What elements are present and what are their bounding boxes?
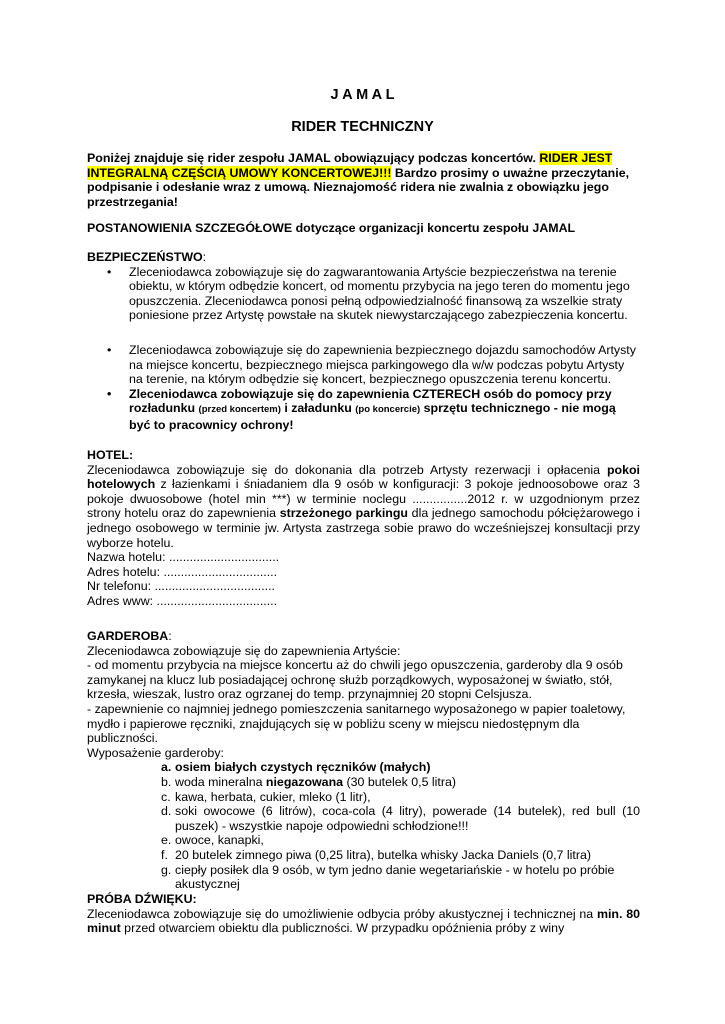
proba-text: przed otwarciem obiektu dla publiczności. W przypadku opóźnienia próby z winy <box>120 921 565 936</box>
list-item-text: Zleceniodawca zobowiązuje się do zapewnienia CZTERECH osób do pomocy przy rozładunku <box>129 386 612 416</box>
garderoba-line: - zapewnienie co najmniej jednego pomieszczenia sanitarnego wyposażonego w papier toaletowy, mydło i papierowe ręczniki, znajdujących się w pobliżu sceny w miejscu niedostępnym dla publiczności. <box>87 701 626 746</box>
list-letter: e. <box>161 833 172 848</box>
list-letter: b. <box>161 774 172 789</box>
garderoba-heading: GARDEROBA <box>87 629 169 643</box>
list-item <box>87 760 640 775</box>
proba-text: Zleceniodawca zobowiązuje się do umożliwienie odbycia próby akustycznej i technicznej na <box>87 906 597 921</box>
list-item-bold: niegazowana <box>265 774 344 789</box>
heading-colon: : <box>168 629 172 643</box>
list-item-text: kawa, herbata, cukier, mleko (1 litr), <box>175 789 371 804</box>
hotel-text-bold: pokoi hotelowych <box>87 462 640 492</box>
list-item-text: woda mineralna <box>175 774 266 789</box>
postanowienia-heading: POSTANOWIENIA SZCZEGÓŁOWE dotyczące organizacji koncertu zespołu JAMAL <box>87 221 576 235</box>
garderoba-line: - od momentu przybycia na miejsce koncertu aż do chwili jego opuszczenia, garderoby dla 9 osób zamykanej na klucz lub posiadającej ochronę służb porządkowych, wyposażonej w światło, stół, krzesła, wieszak, lustro oraz ogrzanej do temp. przynajmniej 20 stopni Celsjusza. <box>87 658 623 702</box>
document-title: RIDER TECHNICZNY <box>291 119 434 135</box>
list-letter: a. <box>161 760 172 775</box>
hotel-field-address: Adres hotelu: ................................. <box>87 564 278 579</box>
list-letter: g. <box>161 862 172 877</box>
list-item-text: osiem białych czystych ręczników (małych) <box>175 760 431 775</box>
hotel-field-www: Adres www: ................................... <box>87 593 278 608</box>
hotel-heading: HOTEL: <box>87 448 134 462</box>
list-item <box>87 775 640 790</box>
hotel-text-bold: strzeżonego parkingu <box>279 506 408 521</box>
hotel-text: z łazienkami i śniadaniem dla 9 osób w konfiguracji: 3 pokoje jednoosobowe oraz 3 pokoje dwuosobowe (hotel min ***) w terminie noclegu ................2012 r. w uzgodnionym przez strony hotelu oraz do zapewnienia <box>87 477 640 521</box>
hotel-text: Zleceniodawca zobowiązuje się do dokonania dla potrzeb Artysty rezerwacji i opłacenia <box>87 462 607 477</box>
bezpieczenstwo-heading: BEZPIECZEŃSTWO <box>87 250 203 264</box>
list-letter: d. <box>161 804 172 819</box>
list-item <box>87 804 640 833</box>
proba-heading: PRÓBA DŹWIĘKU: <box>87 892 197 906</box>
list-item <box>87 863 640 892</box>
hotel-text: dla jednego samochodu półciężarowego i jednego osobowego w terminie jw. Artysta zastrzega sobie prawo do wcześniejszej konsultacji przy wyborze hotelu. <box>87 506 640 550</box>
list-item-text: Zleceniodawca zobowiązuje się do zagwarantowania Artyście bezpieczeństwa na terenie obiektu, w którym odbędzie koncert, od momentu przybycia na jego teren do momentu jego opuszczenia. Zleceniodawca ponosi pełną odpowiedzialność finansową za wszelkie straty poniesione przez Artystę powstałe na skutek niewystarczającego zabezpieczenia koncertu. <box>129 264 630 323</box>
garderoba-line: Zleceniodawca zobowiązuje się do zapewnienia Artyście: <box>87 643 401 658</box>
list-item <box>87 387 640 433</box>
list-item-text: Zleceniodawca zobowiązuje się do zapewnienia bezpiecznego dojazdu samochodów Artysty na miejsce koncertu, bezpiecznego miejsca parkingowego dla w/w podczas pobytu Artysty na terenie, na którym odbędzie się koncert, bezpiecznego opuszczenia terenu koncertu. <box>129 342 636 387</box>
list-item-note: (po koncercie) <box>355 404 421 416</box>
list-item-note: (przed koncertem) <box>198 404 281 416</box>
intro-paragraph <box>87 151 640 209</box>
garderoba-section <box>87 629 640 892</box>
heading-colon: : <box>202 250 207 264</box>
list-item-text: soki owocowe (6 litrów), coca-cola (4 litry), powerade (14 butelek), red bull (10 puszek) - wszystkie napoje odpowiedni schłodzione!!! <box>175 804 640 833</box>
list-item <box>87 265 640 323</box>
list-item <box>87 790 640 805</box>
band-name: J A M A L <box>330 87 395 103</box>
list-item-text: 20 butelek zimnego piwa (0,25 litra), butelka whisky Jacka Daniels (0,7 litra) <box>175 847 591 862</box>
list-item <box>87 833 640 848</box>
hotel-field-name: Nazwa hotelu: ................................ <box>87 550 280 565</box>
intro-text-2: Bardzo prosimy o uważne przeczytanie, podpisanie i odesłanie wraz z umową. Nieznajomość ridera nie zwalnia z obowiązku jego przestrzegania! <box>87 165 630 209</box>
list-item <box>87 848 640 863</box>
list-item-text: ciepły posiłek dla 9 osób, w tym jedno danie wegetariańskie - w hotelu po próbie akustycznej <box>175 862 615 892</box>
bezpieczenstwo-section <box>87 250 640 433</box>
proba-section <box>87 892 640 936</box>
list-item-text: owoce, kanapki, <box>175 833 264 848</box>
proba-paragraph <box>87 907 640 936</box>
list-letter: c. <box>161 789 171 804</box>
hotel-section <box>87 448 640 609</box>
intro-text: Poniżej znajduje się rider zespołu JAMAL obowiązujący podczas koncertów. <box>87 151 540 165</box>
list-item-text: sprzętu technicznego - nie mogą być to pracownicy ochrony! <box>129 401 616 432</box>
list-letter: f. <box>161 847 168 862</box>
list-item-text: i załadunku <box>280 401 356 416</box>
hotel-field-phone: Nr telefonu: ................................... <box>87 579 275 594</box>
garderoba-line: Wyposażenie garderoby: <box>87 745 224 760</box>
proba-text-bold: min. 80 minut <box>87 906 640 936</box>
list-item-text: (30 butelek 0,5 litra) <box>343 774 456 789</box>
intro-highlight: RIDER JEST INTEGRALNĄ CZĘŚCIĄ UMOWY KONCERTOWEJ!!! <box>87 151 613 180</box>
hotel-paragraph <box>87 463 640 551</box>
list-item <box>87 343 640 387</box>
